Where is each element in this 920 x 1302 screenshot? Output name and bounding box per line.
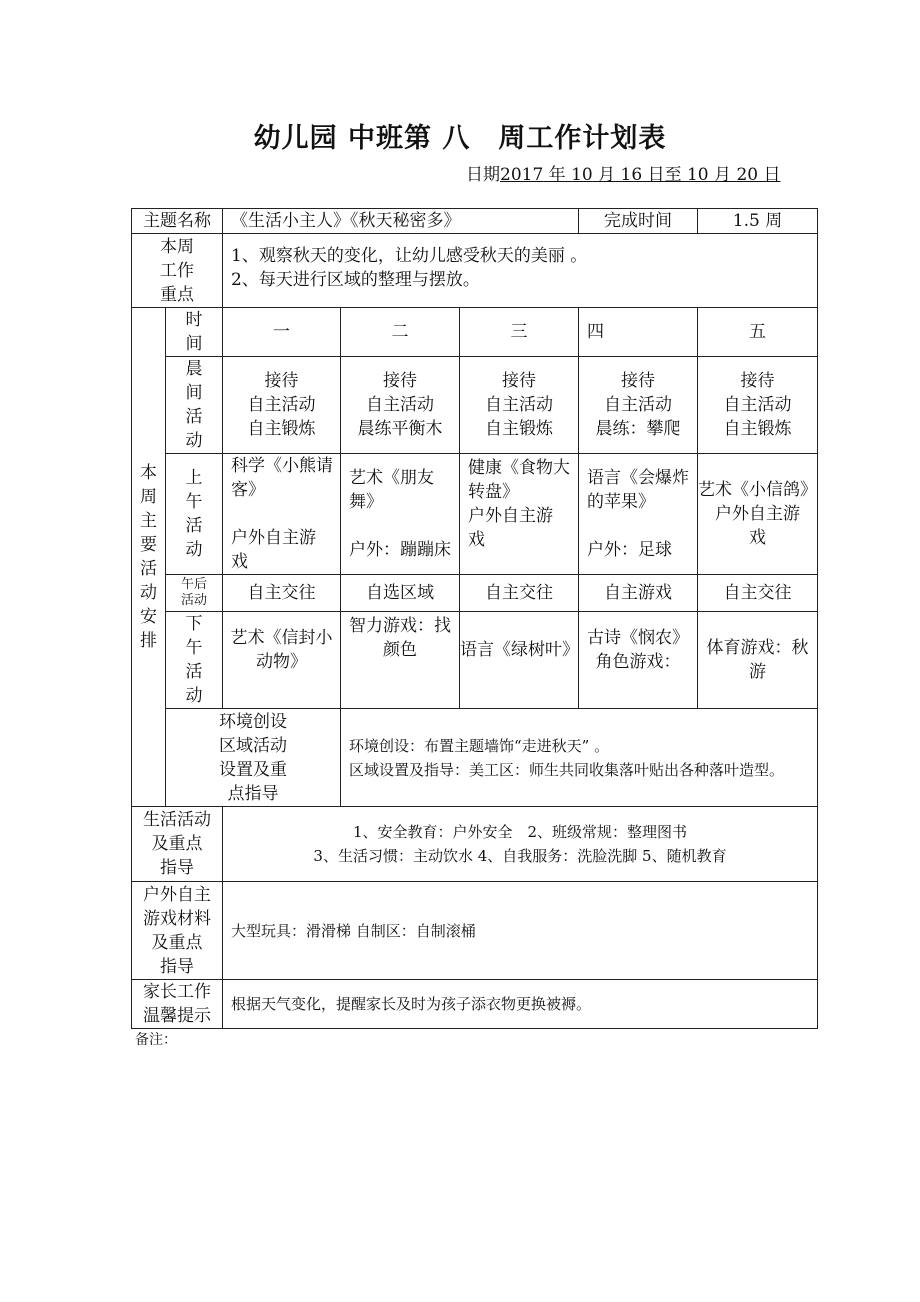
time-label-char: 时 [185, 310, 203, 330]
schedule-cell [341, 357, 460, 454]
schedule-row-morning [132, 357, 818, 454]
cell-line: 户外自主游 [715, 504, 800, 524]
environment-row [132, 709, 818, 807]
schedule-cell [698, 612, 818, 709]
section-label-line: 温馨提示 [143, 1006, 211, 1026]
weekly-plan-table [131, 208, 818, 1029]
cell-line: 语言《会爆炸 [587, 468, 689, 488]
outdoor-content: 大型玩具：滑滑梯 自制区：自制滚桶 [223, 882, 818, 980]
cell-spacer [231, 502, 340, 526]
row-label-char: 晨 [185, 359, 203, 379]
row-label-char: 上 [185, 468, 203, 488]
section-label-line: 指导 [160, 858, 194, 878]
cell-line: 晨练：攀爬 [595, 419, 681, 439]
parents-content: 根据天气变化，提醒家长及时为孩子添衣物更换被褥。 [223, 980, 818, 1029]
row-label-char: 动 [185, 686, 203, 706]
cell-line: 艺术《朋友舞》 [349, 468, 434, 512]
group-label-char: 主 [140, 511, 157, 531]
cell-line: 古诗《悯农》 [587, 628, 689, 648]
cell-line: 动物》 [256, 652, 307, 672]
date-year-unit: 年 [548, 165, 566, 185]
day-header: 三 [460, 308, 579, 357]
row-label-char: 下 [185, 614, 203, 634]
section-label-line: 指导 [160, 956, 194, 977]
schedule-cell [341, 454, 460, 575]
cell-line: 接待 [264, 371, 299, 391]
section-label-line: 点指导 [227, 783, 279, 804]
group-label-char: 排 [140, 631, 157, 651]
environment-line: 环境创设：布置主题墙饰“走进秋天” 。 [349, 736, 610, 755]
cell-line: 科学《小熊请 [231, 456, 333, 476]
environment-content [341, 709, 818, 807]
cell-line: 户外自主游 [468, 506, 553, 526]
schedule-cell [579, 454, 698, 575]
life-line: 1、安全教育：户外安全 2、班级常规：整理图书 [352, 823, 688, 841]
cell-line: 艺术《小信鸽》 [698, 480, 817, 500]
date-month-unit-2: 月 [714, 165, 732, 185]
environment-label [166, 709, 341, 807]
theme-value: 《生活小主人》《秋天秘密多》 [223, 209, 579, 234]
cell-line: 接待 [621, 371, 655, 391]
schedule-cell [341, 612, 460, 709]
date-start-month: 10 [571, 165, 593, 185]
cell-line: 自主活动 [604, 395, 672, 415]
complete-value: 1.5 周 [698, 209, 818, 234]
page-title: 幼儿园 中班第 八 周工作计划表 [253, 123, 667, 154]
cell-line: 客》 [231, 480, 265, 500]
time-label-char: 间 [185, 334, 203, 354]
row-label [166, 575, 223, 612]
row-label-line: 活动 [180, 593, 207, 608]
row-label [166, 612, 223, 709]
cell-line: 接待 [502, 371, 536, 391]
cell-line: 智力游戏：找 [349, 616, 451, 636]
row-label [166, 357, 223, 454]
schedule-row-afternoon-break [132, 575, 818, 612]
cell-spacer [587, 514, 697, 538]
date-prefix: 日期 [466, 165, 500, 185]
schedule-cell [579, 357, 698, 454]
theme-label: 主题名称 [132, 209, 223, 234]
date-start-day: 16 [620, 165, 643, 185]
row-label-line: 午后 [180, 577, 207, 592]
date-day-unit: 日 [763, 165, 781, 185]
schedule-cell: 自主游戏 [579, 575, 698, 612]
section-label-line: 及重点 [151, 834, 203, 854]
day-header: 五 [698, 308, 818, 357]
row-label [166, 454, 223, 575]
schedule-cell: 自选区域 [341, 575, 460, 612]
schedule-group-label [132, 308, 166, 807]
cell-line: 户外自主游 [231, 528, 316, 548]
life-label [132, 807, 223, 882]
parents-label [132, 980, 223, 1029]
date-end-month: 10 [686, 165, 709, 185]
cell-line: 健康《食物大 [468, 458, 570, 478]
row-label-char: 活 [185, 407, 203, 427]
schedule-cell: 自主交往 [698, 575, 818, 612]
theme-row [132, 209, 818, 234]
cell-line: 接待 [740, 371, 775, 391]
focus-content [223, 234, 818, 308]
cell-line: 自主锻炼 [723, 419, 792, 439]
cell-line: 角色游戏： [595, 652, 681, 672]
schedule-cell [223, 454, 341, 575]
section-label-line: 户外自主 [143, 884, 211, 905]
row-label-char: 间 [185, 383, 203, 403]
section-label-line: 游戏材料 [143, 908, 211, 929]
date-month-unit: 月 [598, 165, 616, 185]
parents-row [132, 980, 818, 1029]
environment-line: 区域设置及指导：美工区：师生共同收集落叶贴出各种落叶造型。 [349, 760, 785, 779]
schedule-cell [223, 612, 341, 709]
schedule-cell [698, 454, 818, 575]
cell-line: 的苹果》 [587, 492, 655, 512]
focus-label-line: 本周 [160, 236, 194, 257]
row-label-char: 动 [185, 540, 203, 560]
day-header: 一 [223, 308, 341, 357]
cell-line: 自主活动 [485, 395, 553, 415]
schedule-cell [460, 454, 579, 575]
cell-line: 自主活动 [723, 395, 792, 415]
cell-line: 晨练平衡木 [357, 419, 443, 439]
cell-line: 自主活动 [247, 395, 316, 415]
outdoor-label [132, 882, 223, 980]
cell-line: 自主锻炼 [485, 419, 553, 439]
section-label-line: 家长工作 [143, 982, 211, 1002]
cell-line: 游 [749, 662, 766, 682]
group-label-char: 活 [140, 559, 157, 579]
cell-line: 户外：足球 [587, 540, 672, 560]
row-label-char: 午 [185, 492, 203, 512]
day-header: 四 [579, 308, 698, 357]
cell-line: 艺术《信封小 [230, 628, 333, 648]
schedule-cell [223, 357, 341, 454]
cell-line: 戏 [749, 528, 766, 548]
schedule-cell [460, 357, 579, 454]
focus-label-line: 工作 [160, 260, 194, 281]
day-header-row [132, 308, 818, 357]
group-label-char: 周 [140, 487, 157, 507]
cell-line: 语言《绿树叶》 [460, 640, 579, 660]
schedule-cell [579, 612, 698, 709]
row-label-char: 午 [185, 638, 203, 658]
life-line: 3、生活习惯：主动饮水 4、自我服务：洗脸洗脚 5、随机教育 [313, 847, 727, 865]
cell-line: 戏 [468, 530, 485, 550]
schedule-row-afternoon [132, 612, 818, 709]
date-end-day: 20 [736, 165, 759, 185]
schedule-cell [698, 357, 818, 454]
section-label-line: 区域活动 [219, 735, 287, 756]
group-label-char: 安 [140, 607, 157, 627]
row-label-char: 活 [185, 662, 203, 682]
row-label-char: 活 [185, 516, 203, 536]
day-header: 二 [341, 308, 460, 357]
cell-line: 自主锻炼 [247, 419, 316, 439]
group-label-char: 动 [140, 583, 157, 603]
cell-line: 转盘》 [468, 482, 519, 502]
focus-label [132, 234, 223, 308]
section-label-line: 环境创设 [219, 711, 287, 732]
life-row [132, 807, 818, 882]
outdoor-row [132, 882, 818, 980]
group-label-char: 要 [140, 535, 157, 555]
focus-item: 2、每天进行区域的整理与摆放。 [231, 270, 480, 290]
date-range [500, 165, 780, 185]
focus-label-line: 重点 [160, 284, 194, 305]
cell-line: 体育游戏：秋 [706, 638, 809, 658]
cell-line: 户外：蹦蹦床 [349, 540, 451, 560]
cell-spacer [349, 514, 459, 538]
row-label-char: 动 [185, 431, 203, 451]
section-label-line: 生活活动 [143, 810, 211, 830]
date-year: 2017 [500, 165, 544, 185]
time-label [166, 308, 223, 357]
schedule-cell: 自主交往 [223, 575, 341, 612]
remark-label: 备注： [135, 1032, 177, 1048]
cell-line: 自主活动 [366, 395, 434, 415]
life-content [223, 807, 818, 882]
complete-label: 完成时间 [579, 209, 698, 234]
schedule-cell: 自主交往 [460, 575, 579, 612]
group-label-char: 本 [140, 463, 157, 483]
date-mid: 日至 [647, 165, 682, 185]
schedule-cell [460, 612, 579, 709]
focus-row [132, 234, 818, 308]
cell-line: 接待 [383, 371, 417, 391]
cell-line: 颜色 [383, 640, 417, 660]
focus-item: 1、观察秋天的变化，让幼儿感受秋天的美丽 。 [231, 246, 588, 266]
section-label-line: 及重点 [151, 932, 203, 953]
cell-line: 戏 [231, 552, 248, 572]
date-line [466, 160, 780, 185]
schedule-row-forenoon [132, 454, 818, 575]
section-label-line: 设置及重 [219, 759, 287, 780]
